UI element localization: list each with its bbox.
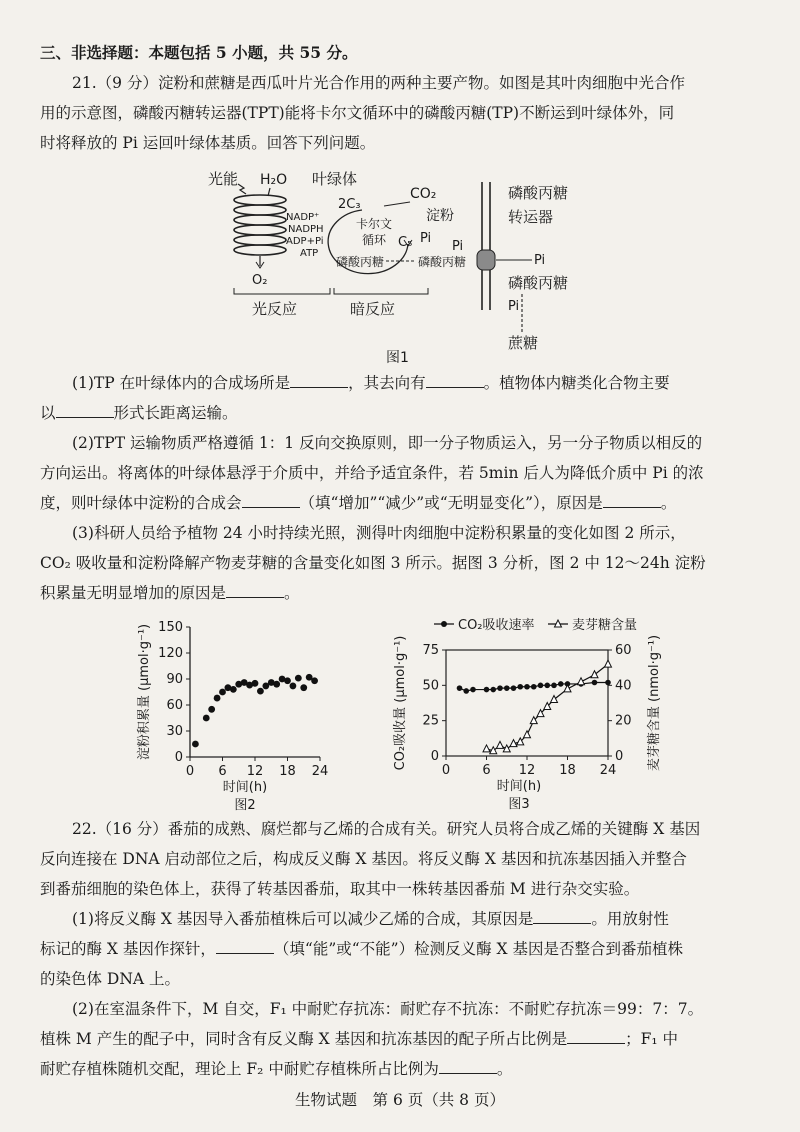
co2-point [517, 684, 523, 690]
y-tick-label: 50 [422, 678, 439, 694]
co2-label: CO₂ [410, 186, 437, 202]
q22-intro-line-1: 22.（16 分）番茄的成熟、腐烂都与乙烯的合成有关。研究人员将合成乙烯的关键酶 X 基因 [72, 820, 701, 838]
y-tick-label: 90 [166, 672, 183, 687]
plot-frame [446, 650, 608, 756]
y-tick-label: 0 [430, 749, 439, 764]
pi-label-left: Pi [452, 239, 464, 254]
co2-point [538, 683, 544, 689]
y-tick-label: 25 [422, 713, 439, 729]
co2-point [470, 687, 476, 693]
data-point [219, 689, 226, 696]
maltose-point [564, 685, 571, 692]
maltose-point [591, 671, 598, 678]
y-axis-label: 淀粉积累量 (μmol·g⁻¹) [137, 623, 152, 761]
y-right-tick-label: 40 [615, 678, 632, 694]
co2-point [605, 680, 611, 686]
q21-p3-line-3: 积累量无明显增加的原因是 。 [40, 584, 300, 602]
y-axis-label: CO₂吸收量 (μmol·g⁻¹) [393, 635, 408, 771]
co2-point [544, 683, 550, 689]
nadph-label: NADPH [288, 224, 324, 235]
co2-point [457, 685, 463, 691]
c5-label: C₅ [398, 235, 413, 250]
q22-intro-line-3: 到番茄细胞的染色体上，获得了转基因番茄，取其中一株转基因番茄 M 进行杂交实验。 [40, 880, 640, 898]
maltose-point [605, 660, 612, 667]
data-point [230, 686, 237, 693]
x-tick-label: 12 [518, 763, 536, 778]
x-tick-label: 18 [279, 764, 296, 779]
data-point [214, 695, 221, 702]
y-tick-label: 150 [158, 620, 183, 635]
pi-label-inner: Pi [420, 231, 432, 246]
data-point [273, 681, 280, 688]
maltose-point [483, 745, 490, 752]
y-tick-label: 120 [158, 646, 183, 661]
maltose-point [503, 745, 510, 752]
q22-p2-line-1: (2)在室温条件下，M 自交，F₁ 中耐贮存抗冻：耐贮存不抗冻：不耐贮存抗冻＝99：7：7。 [72, 1000, 704, 1018]
legend-co2-label: CO₂吸收速率 [458, 618, 535, 633]
q21-intro-line-1: 21.（9 分）淀粉和蔗糖是西瓜叶片光合作用的两种主要产物。如图是其叶肉细胞中光合作 [72, 74, 685, 92]
chloroplast-label: 叶绿体 [312, 170, 358, 188]
co2-point [497, 685, 503, 691]
legend-maltose-label: 麦芽糖含量 [572, 618, 638, 633]
tp-in-label: 磷酸丙糖 [336, 255, 385, 269]
starch-label: 淀粉 [426, 208, 454, 224]
q21-intro-line-2: 用的示意图，磷酸丙糖转运器(TPT)能将卡尔文循环中的磷酸丙糖(TP)不断运到叶绿体外，同 [40, 104, 675, 122]
co2-point [490, 687, 496, 693]
pi-label-right: Pi [534, 253, 546, 268]
q22-p1-line-1: (1)将反义酶 X 基因导入番茄植株后可以减少乙烯的合成，其原因是 。用放射性 [72, 910, 669, 928]
data-point [290, 683, 297, 690]
q21-p2-line-3: 度，则叶绿体中淀粉的合成会 （填“增加”“减少”或“无明显变化”），原因是 。 [40, 494, 677, 512]
co2-point [463, 688, 469, 694]
sucrose-label: 蔗糖 [508, 334, 539, 352]
dark-reaction-label: 暗反应 [350, 300, 396, 318]
x-axis-label: 时间(h) [496, 779, 542, 794]
co2-point [511, 685, 517, 691]
transporter-label-2: 转运器 [508, 208, 554, 226]
o2-label: O₂ [252, 273, 268, 288]
light-reaction-label: 光反应 [252, 300, 298, 318]
page-footer: 生物试题 第 6 页（共 8 页） [295, 1091, 505, 1109]
data-point [208, 706, 215, 713]
tpt-transporter [477, 250, 495, 270]
maltose-point [578, 678, 585, 685]
pi-label-cyto: Pi [508, 299, 520, 314]
x-tick-label: 0 [441, 763, 451, 778]
q21-p2-line-2: 方向运出。将离体的叶绿体悬浮于介质中，并给予适宜条件，若 5min 后人为降低介质中 Pi 的浓 [40, 464, 704, 482]
x-tick-label: 18 [559, 763, 576, 778]
x-tick-label: 6 [482, 763, 491, 778]
water-label: H₂O [260, 172, 288, 188]
data-point [192, 741, 199, 748]
q21-p3-line-2: CO₂ 吸收量和淀粉降解产物麦芽糖的含量变化如图 3 所示。据图 3 分析，图 2 中 12～24h 淀粉 [40, 554, 706, 572]
q22-p1-line-3: 的染色体 DNA 上。 [40, 970, 181, 988]
co2-point [524, 684, 530, 690]
maltose-point [497, 741, 504, 748]
legend-co2-marker [441, 621, 447, 627]
chart-title: 图3 [508, 797, 530, 812]
section-heading: 三、非选择题：本题包括 5 小题，共 55 分。 [40, 43, 358, 62]
figure-2-chart [130, 615, 330, 815]
transporter-label-1: 磷酸丙糖 [508, 184, 569, 202]
atp-label: ATP [300, 248, 319, 259]
figure-1-caption: 图1 [386, 350, 409, 366]
q21-p1-line-1: (1)TP 在叶绿体内的合成场所是 ，其去向有 。植物体内糖类化合物主要 [72, 374, 670, 392]
maltose-point [524, 731, 531, 738]
x-tick-label: 6 [218, 764, 227, 779]
q22-p2-line-2: 植株 M 产生的配子中，同时含有反义酶 X 基因和抗冻基因的配子所占比例是 ；F₁ 中 [40, 1030, 679, 1048]
co2-point [592, 680, 598, 686]
data-point [295, 675, 302, 682]
light-label: 光能 [208, 170, 239, 188]
x-tick-label: 24 [599, 763, 617, 778]
y-right-tick-label: 0 [615, 749, 624, 764]
data-point [300, 684, 307, 691]
q21-p3-line-1: (3)科研人员给予植物 24 小时持续光照，测得叶肉细胞中淀粉积累量的变化如图 2 所示， [72, 524, 686, 542]
x-tick-label: 24 [311, 764, 329, 779]
calvin-label-2: 循环 [362, 233, 387, 247]
calvin-label-1: 卡尔文 [356, 217, 393, 231]
q22-p2-line-3: 耐贮存植株随机交配，理论上 F₂ 中耐贮存植株所占比例为 。 [40, 1060, 513, 1078]
data-point [257, 688, 264, 695]
x-tick-label: 0 [185, 764, 195, 779]
data-point [284, 677, 291, 684]
y-tick-label: 0 [174, 750, 183, 765]
figure-1-diagram [190, 162, 610, 372]
nadp-label: NADP⁺ [286, 212, 320, 223]
y-right-tick-label: 60 [615, 643, 632, 658]
data-point [311, 677, 318, 684]
x-tick-label: 12 [246, 764, 264, 779]
adp-label: ADP+Pi [286, 236, 324, 247]
co2-point [484, 687, 490, 693]
y-right-tick-label: 20 [615, 713, 632, 729]
co2-point [558, 681, 564, 687]
data-point [203, 715, 210, 722]
y-tick-label: 60 [166, 698, 183, 713]
y-tick-label: 75 [422, 643, 439, 658]
q21-p2-line-1: (2)TPT 运输物质严格遵循 1：1 反向交换原则，即一分子物质运入，另一分子物质以相反的 [72, 434, 703, 452]
x-axis-label: 时间(h) [222, 780, 268, 795]
chart-title: 图2 [234, 798, 256, 813]
co2-point [504, 685, 510, 691]
two-c3-label: 2C₃ [338, 197, 361, 212]
light-arrow-icon [238, 184, 246, 194]
data-point [252, 680, 259, 687]
co2-point [551, 683, 557, 689]
maltose-point [551, 695, 558, 702]
figure-3-chart [386, 610, 676, 815]
q22-p1-line-2: 标记的酶 X 基因作探针， （填“能”或“不能”）检测反义酶 X 基因是否整合到番茄植株 [40, 940, 683, 958]
co2-point [531, 684, 537, 690]
q21-intro-line-3: 时将释放的 Pi 运回叶绿体基质。回答下列问题。 [40, 134, 376, 152]
tp-out-label: 磷酸丙糖 [418, 255, 467, 269]
y-tick-label: 30 [166, 724, 183, 739]
q21-p1-line-2: 以 形式长距离运输。 [40, 404, 238, 422]
q22-intro-line-2: 反向连接在 DNA 启动部位之后，构成反义酶 X 基因。将反义酶 X 基因和抗冻基因插入并整合 [40, 850, 687, 868]
tp-cyto-label: 磷酸丙糖 [508, 274, 569, 292]
y-right-axis-label: 麦芽糖含量 (nmol·g⁻¹) [647, 634, 662, 772]
thylakoid-stack [234, 195, 286, 255]
